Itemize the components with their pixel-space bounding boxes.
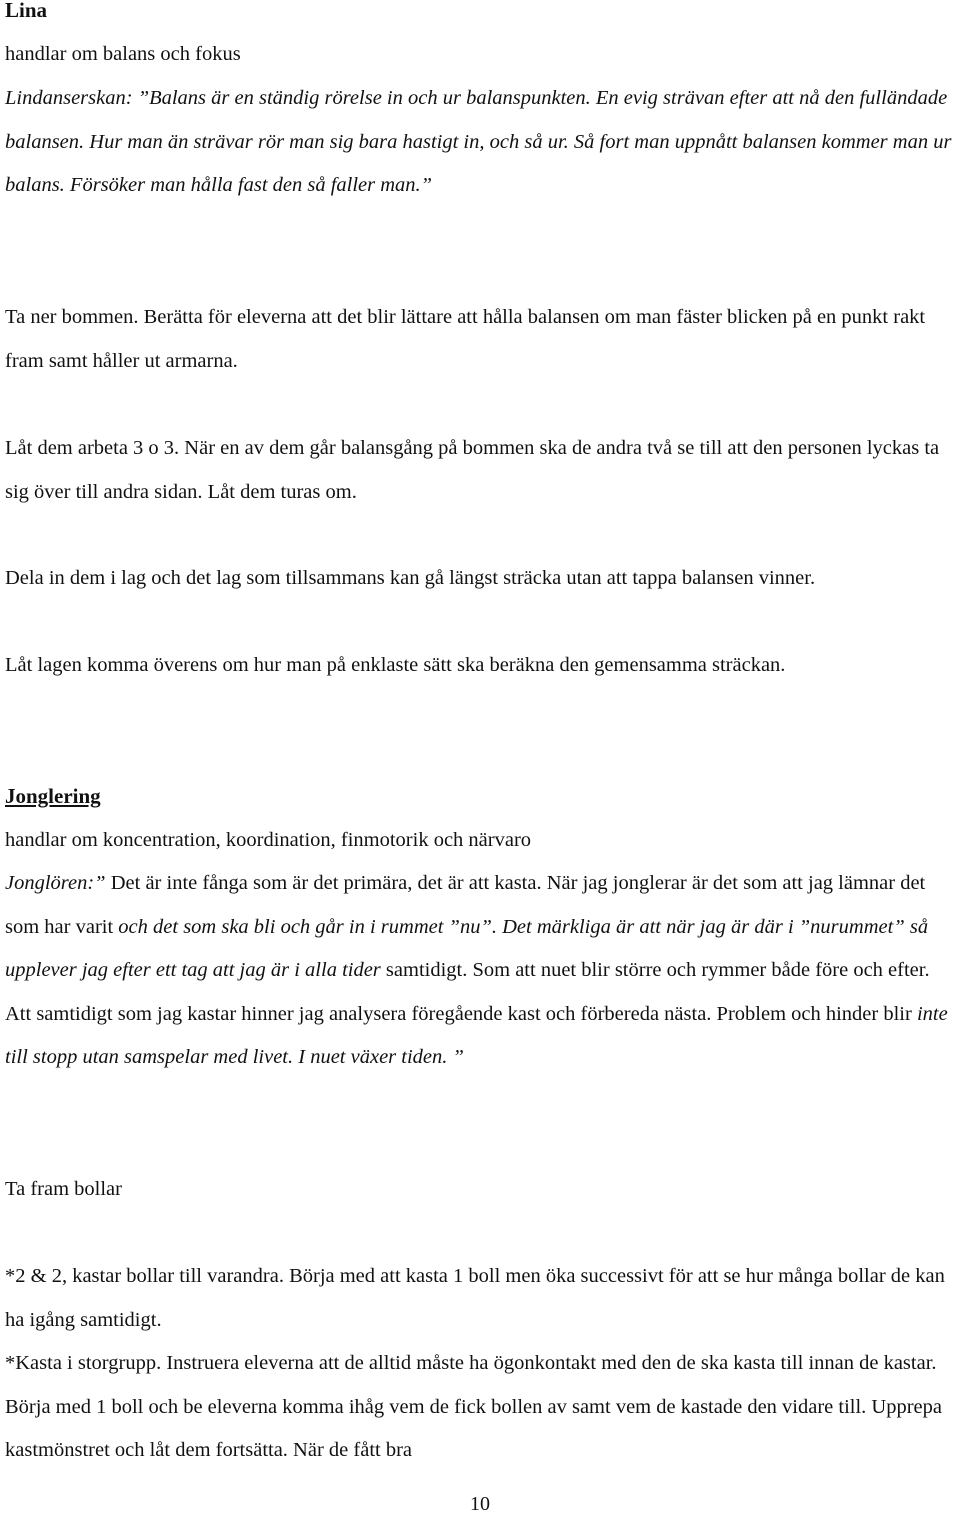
quote-part: Det är inte fånga som är det primära, det är att kasta. När jag jonglerar är det som att jag lämnar det som har varit bbox=[5, 872, 926, 938]
paragraph-dela-in-lag: Dela in dem i lag och det lag som tillsammans kan gå längst sträcka utan att tappa balansen vinner. bbox=[5, 567, 816, 589]
paragraph-kasta-i-storgrupp: *Kasta i storgrupp. Instruera eleverna att de alltid måste ha ögonkontakt med den de ska kasta till innan de kastar. Börja med 1 boll och be eleverna komma ihåg vem de fick bollen av samt vem de kastade den vidare till. Upprepa kastmönstret och låt dem fortsätta. När de fått bra bbox=[5, 1352, 942, 1462]
quote-lindanserskan bbox=[5, 77, 953, 208]
section-heading-jonglering: Jonglering bbox=[5, 784, 101, 808]
paragraph-lagen-overens: Låt lagen komma överens om hur man på enklaste sätt ska beräkna den gemensamma sträckan. bbox=[5, 654, 786, 676]
quote-speaker: Jonglören:” bbox=[5, 872, 106, 894]
paragraph-arbeta-3-o-3: Låt dem arbeta 3 o 3. När en av dem går balansgång på bommen ska de andra två se till att den personen lyckas ta sig över till andra sidan. Låt dem turas om. bbox=[5, 437, 940, 503]
paragraph-ta-ner-bommen: Ta ner bommen. Berätta för eleverna att det blir lättare att hålla balansen om man fäster blicken på en punkt rakt fram samt håller ut armarna. bbox=[5, 306, 926, 372]
quote-text: ”Balans är en ständig rörelse in och ur balanspunkten. En evig strävan efter att nå den fulländade balansen. Hur man än strävar rör man sig bara hastigt in, och så ur. Så fort man uppnått balansen kommer man ur balans. Försöker man hålla fast den så faller man.” bbox=[5, 87, 952, 197]
quote-part-italic: och det som ska bli och går in i rummet ”nu”. Det märkliga är att när jag är där i ”nurummet” så upplever jag efter ett tag att jag är i alla tider bbox=[5, 915, 929, 982]
quote-part: samtidigt. Som att nuet blir större och rymmer både före och efter. Att samtidigt som jag kastar hinner jag analysera föregående kast och förbereda nästa. Problem och hinder blir bbox=[5, 959, 930, 1025]
page-number: 10 bbox=[470, 1493, 490, 1515]
paragraph-2-och-2: *2 & 2, kastar bollar till varandra. Börja med att kasta 1 boll men öka successivt för att se hur många bollar de kan ha igång samtidigt. bbox=[5, 1265, 945, 1331]
quote-jongloren bbox=[5, 862, 953, 1080]
quote-speaker: Lindanserskan: bbox=[5, 87, 133, 109]
section-subtitle-jonglering: handlar om koncentration, koordination, finmotorik och närvaro bbox=[5, 829, 532, 851]
quote-part-italic: inte till stopp utan samspelar med livet. I nuet växer tiden. ” bbox=[5, 1002, 948, 1069]
section-heading-lina: Lina bbox=[5, 0, 48, 22]
paragraph-ta-fram-bollar: Ta fram bollar bbox=[5, 1178, 122, 1200]
section-subtitle-lina: handlar om balans och fokus bbox=[5, 43, 241, 65]
